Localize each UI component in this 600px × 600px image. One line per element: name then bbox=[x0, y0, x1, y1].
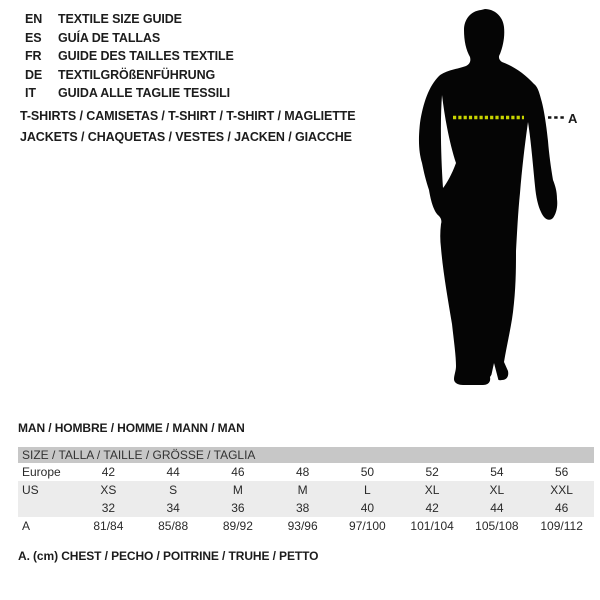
row-label bbox=[18, 499, 76, 517]
size-value: 46 bbox=[231, 465, 245, 479]
table-row-europe bbox=[18, 463, 594, 481]
size-value: M bbox=[297, 483, 308, 497]
language-row bbox=[25, 10, 234, 29]
size-value: XS bbox=[100, 483, 117, 497]
man-silhouette bbox=[415, 0, 590, 395]
measurement-label-a: A bbox=[568, 111, 578, 126]
language-label: GUÍA DE TALLAS bbox=[58, 30, 161, 45]
table-row-us bbox=[18, 481, 594, 499]
size-value: XXL bbox=[550, 483, 573, 497]
size-table-header: SIZE / TALLA / TAILLE / GRÖSSE / TAGLIA bbox=[18, 447, 594, 463]
size-table bbox=[18, 447, 594, 535]
size-value: 48 bbox=[295, 465, 310, 479]
language-list bbox=[25, 10, 234, 103]
size-value: 38 bbox=[295, 501, 310, 515]
size-value: 32 bbox=[101, 501, 116, 515]
size-value: 89/92 bbox=[222, 519, 253, 533]
size-value: L bbox=[364, 483, 371, 497]
language-code: EN bbox=[25, 12, 43, 26]
language-label: GUIDE DES TAILLES TEXTILE bbox=[58, 49, 234, 63]
size-value: 40 bbox=[360, 501, 375, 515]
table-row-chest-cm bbox=[18, 517, 594, 535]
size-value: 36 bbox=[231, 501, 245, 515]
category-jackets: JACKETS / CHAQUETAS / VESTES / JACKEN / GIACCHE bbox=[20, 130, 352, 144]
language-label: GUIDA ALLE TAGLIE TESSILI bbox=[58, 86, 231, 100]
gender-heading: MAN / HOMBRE / HOMME / MANN / MAN bbox=[18, 421, 245, 435]
language-row bbox=[25, 66, 234, 85]
size-value: 34 bbox=[166, 501, 180, 515]
size-value: M bbox=[232, 483, 243, 497]
size-value: XL bbox=[489, 483, 505, 497]
size-value: 46 bbox=[554, 501, 569, 515]
size-value: 42 bbox=[101, 465, 116, 479]
row-label: A bbox=[22, 519, 31, 533]
size-value: 50 bbox=[360, 465, 375, 479]
size-value: 109/112 bbox=[540, 519, 583, 533]
size-value: 81/84 bbox=[93, 519, 124, 533]
size-value: 44 bbox=[490, 501, 504, 515]
row-label: Europe bbox=[22, 465, 61, 479]
language-label: TEXTILE SIZE GUIDE bbox=[58, 12, 182, 26]
language-code: FR bbox=[25, 49, 42, 63]
man-silhouette-shape bbox=[419, 9, 557, 385]
size-value: 85/88 bbox=[158, 519, 189, 533]
size-value: 105/108 bbox=[475, 519, 519, 533]
size-value: 101/104 bbox=[410, 519, 454, 533]
size-value: 54 bbox=[490, 465, 504, 479]
size-value: 97/100 bbox=[349, 519, 386, 533]
category-tshirts: T-SHIRTS / CAMISETAS / T-SHIRT / T-SHIRT / MAGLIETTE bbox=[20, 109, 356, 123]
language-code: DE bbox=[25, 67, 43, 82]
language-code: IT bbox=[25, 86, 36, 100]
category-lines bbox=[20, 106, 356, 148]
size-value: 56 bbox=[554, 465, 569, 479]
measurement-footnote: A. (cm) CHEST / PECHO / POITRINE / TRUHE / PETTO bbox=[18, 549, 319, 563]
size-value: S bbox=[169, 483, 178, 497]
language-code: ES bbox=[25, 30, 42, 45]
language-row bbox=[25, 47, 234, 66]
language-label: TEXTILGRÖßENFÜHRUNG bbox=[58, 67, 216, 82]
language-row bbox=[25, 84, 234, 103]
size-value: 42 bbox=[425, 501, 439, 515]
table-row-numeric bbox=[18, 499, 594, 517]
language-row bbox=[25, 29, 234, 48]
size-value: 93/96 bbox=[287, 519, 318, 533]
size-value: XL bbox=[424, 483, 440, 497]
size-value: 52 bbox=[425, 465, 439, 479]
row-label: US bbox=[22, 483, 39, 497]
size-value: 44 bbox=[166, 465, 180, 479]
